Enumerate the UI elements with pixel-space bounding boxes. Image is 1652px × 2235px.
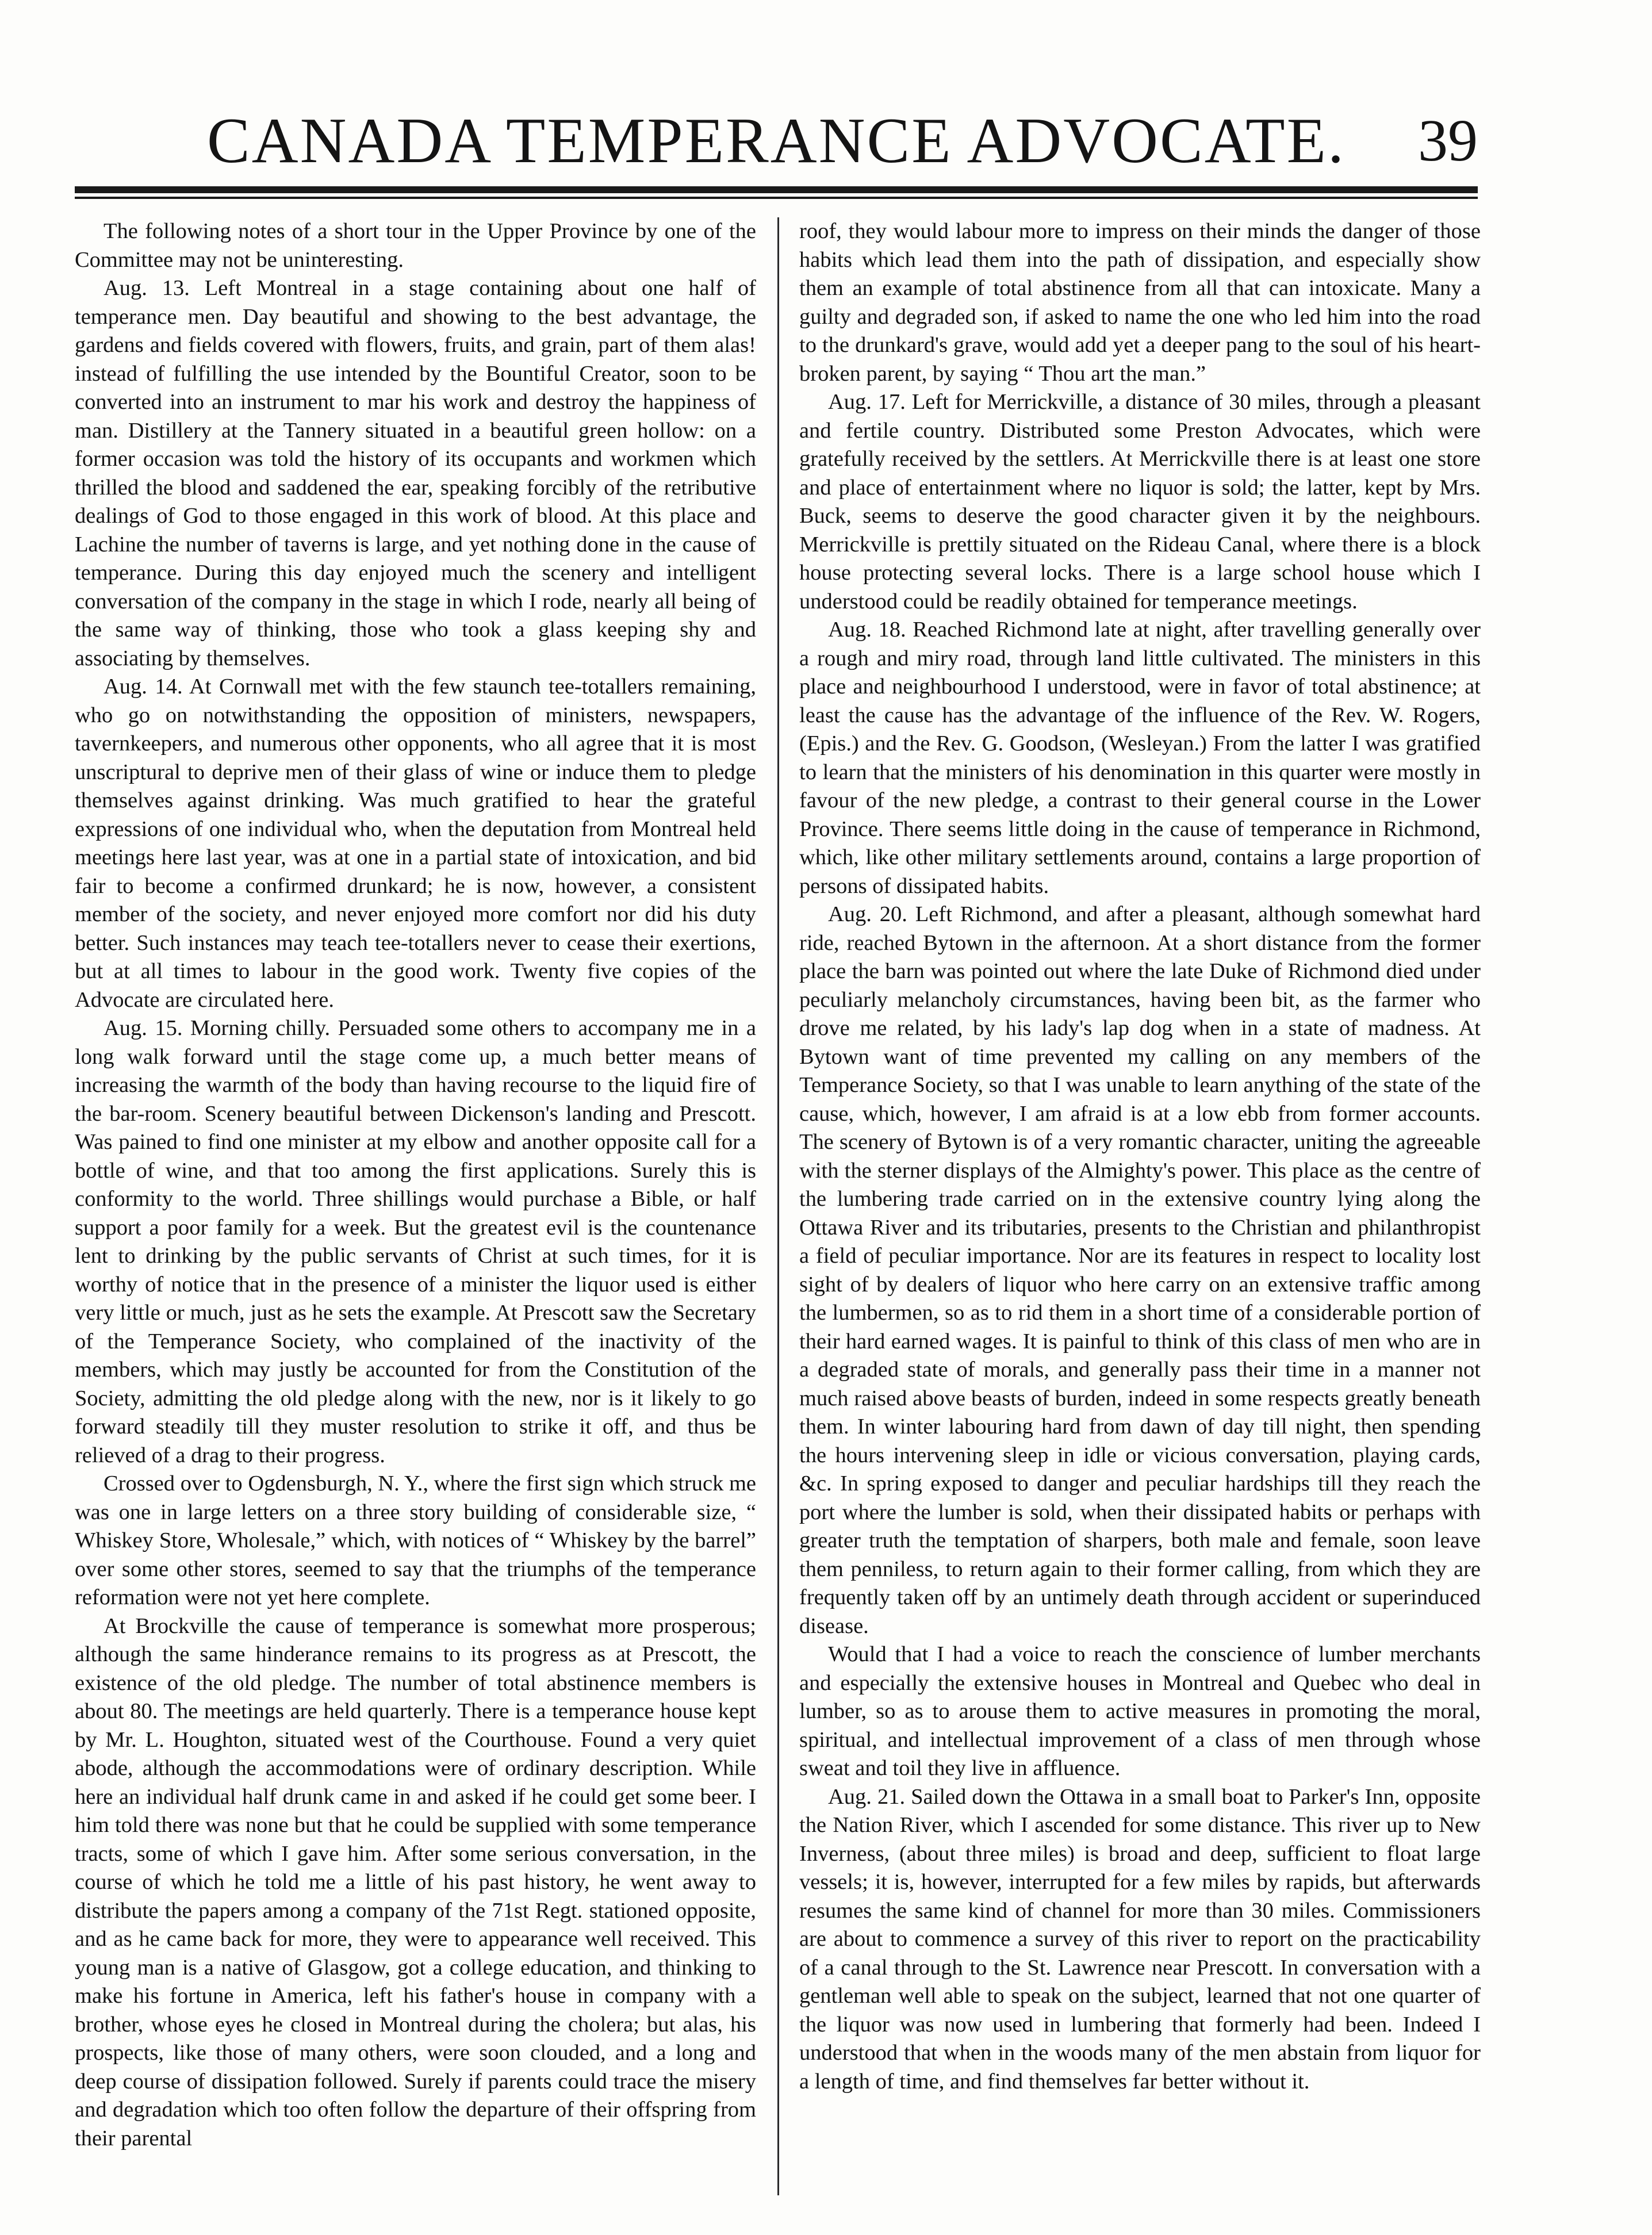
right-column (799, 217, 1481, 2195)
page-title: CANADA TEMPERANCE ADVOCATE. (207, 105, 1346, 177)
paragraph-aug-17: Aug. 17. Left for Merrickville, a distance of 30 miles, through a pleasant and fertile country. Distributed some Preston Advocates, which were gratefully received by the settlers. At Merrickville there is at least one store and place of entertainment where no liquor is sold; the latter, kept by Mrs. Buck, seems to deserve the good character given it by the neighbours. Merrickville is prettily situated on the Rideau Canal, where there is a block house protecting several locks. There is a large school house which I understood could be readily obtained for temperance meetings. (799, 390, 1481, 614)
paragraph-aug-13: Aug. 13. Left Montreal in a stage containing about one half of temperance men. Day beautiful and showing to the best advantage, the gardens and fields covered with flowers, fruits, and grain, part of them alas! instead of fulfilling the use intended by the Bountiful Creator, soon to be converted into an instrument to mar his work and destroy the happiness of man. Distillery at the Tannery situated in a beautiful green hollow: on a former occasion was told the history of its occupants and workmen which thrilled the blood and saddened the ear, speaking forcibly of the retributive dealings of God to those engaged in this work of blood. At this place and Lachine the number of taverns is large, and yet nothing done in the cause of temperance. During this day enjoyed much the scenery and intelligent conversation of the company in the stage in which I rode, nearly all being of the same way of thinking, those who took a glass keeping shy and associating by themselves. (75, 276, 756, 670)
paragraph-aug-20: Aug. 20. Left Richmond, and after a pleasant, although somewhat hard ride, reached Bytown in the afternoon. At a short distance from the former place the barn was pointed out where the late Duke of Richmond died under peculiarly melancholy circumstances, having been bit, as the farmer who drove me related, by his lady's lap dog when in a state of madness. At Bytown want of time prevented my calling on any members of the Temperance Society, so that I was unable to learn anything of the state of the cause, which, however, I am afraid is at a low ebb from former accounts. The scenery of Bytown is of a very romantic character, uniting the agreeable with the sterner displays of the Almighty's power. This place as the centre of the lumbering trade carried on in the extensive country lying along the Ottawa River and its tributaries, presents to the Christian and philanthropist a field of peculiar importance. Nor are its features in respect to locality lost sight of by dealers of liquor who here carry on an extensive traffic among the lumbermen, so as to rid them in a short time of a considerable portion of their hard earned wages. It is painful to think of this class of men who are in a degraded state of morals, and generally pass their time in a manner not much raised above beasts of burden, indeed in some respects greatly beneath them. In winter labouring hard from dawn of day till night, then spending the hours intervening sleep in idle or vicious conversation, playing cards, &c. In spring exposed to danger and peculiar hardships till they reach the port where the lumber is sold, when their dissipated habits or perhaps with greater truth the temptation of sharpers, both male and female, soon leave them penniless, to return again to their former calling, from which they are frequently taken off by an untimely death through accident or superinduced disease. (799, 902, 1481, 1638)
column-divider (777, 217, 779, 2195)
paragraph-aug-15: Aug. 15. Morning chilly. Persuaded some others to accompany me in a long walk forward until the stage come up, a much better means of increasing the warmth of the body than having recourse to the liquid fire of the bar-room. Scenery beautiful between Dickenson's landing and Prescott. Was pained to find one minister at my elbow and another opposite call for a bottle of wine, and that too among the first applications. Surely this is conformity to the world. Three shillings would purchase a Bible, or half support a poor family for a week. But the greatest evil is the countenance lent to drinking by the public servants of Christ at such times, for it is worthy of notice that in the presence of a minister the liquor used is either very little or much, just as he sets the example. At Prescott saw the Secretary of the Temperance Society, who complained of the inactivity of the members, which may justly be accounted for from the Constitution of the Society, admitting the old pledge along with the new, nor is it likely to go forward steadily till they muster resolution to strike it off, and thus be relieved of a drag to their progress. (75, 1016, 756, 1467)
paragraph-intro: The following notes of a short tour in the Upper Province by one of the Committee may not be uninteresting. (75, 219, 756, 272)
paragraph-continued: roof, they would labour more to impress on their minds the danger of those habits which lead them into the path of dissipation, and especially show them an example of total abstinence from all that can intoxicate. Many a guilty and degraded son, if asked to name the one who led him into the road to the drunkard's grave, would add yet a deeper pang to the soul of his heart-broken parent, by saying “ Thou art the man.” (799, 219, 1481, 386)
page-number: 39 (1418, 108, 1478, 174)
paragraph-ogdensburgh: Crossed over to Ogdensburgh, N. Y., where the first sign which struck me was one in large letters on a three story building of considerable size, “ Whiskey Store, Wholesale,” which, with notices of “ Whiskey by the barrel” over some other stores, seemed to say that the triumphs of the temperance reformation were not yet here complete. (75, 1471, 756, 1609)
header-rule-thick (75, 186, 1478, 193)
header-rule-thin (75, 197, 1478, 199)
paragraph-lumber-merchants: Would that I had a voice to reach the conscience of lumber merchants and especially the extensive houses in Montreal and Quebec who deal in lumber, so as to arouse them to active measures in promoting the moral, spiritual, and intellectual improvement of a class of men through whose sweat and toil they live in affluence. (799, 1642, 1481, 1780)
paragraph-brockville: At Brockville the cause of temperance is somewhat more prosperous; although the same hinderance remains to its progress as at Prescott, the existence of the old pledge. The number of total abstinence members is about 80. The meetings are held quarterly. There is a temperance house kept by Mr. L. Houghton, situated west of the Courthouse. Found a very quiet abode, although the accommodations were of ordinary description. While here an individual half drunk came in and asked if he could get some beer. I him told there was none but that he could be supplied with some temperance tracts, some of which I gave him. After some serious conversation, in the course of which he told me a little of his past history, he went away to distribute the papers among a company of the 71st Regt. stationed opposite, and as he came back for more, they were to appearance well received. This young man is a native of Glasgow, got a college education, and thinking to make his fortune in America, left his father's house in company with a brother, whose eyes he closed in Montreal during the cholera; but alas, his prospects, like those of many others, were soon clouded, and a long and deep course of dissipation followed. Surely if parents could trace the misery and degradation which too often follow the departure of their offspring from their parental (75, 1613, 756, 2150)
paragraph-aug-14: Aug. 14. At Cornwall met with the few staunch tee-totallers remaining, who go on notwithstanding the opposition of ministers, newspapers, tavernkeepers, and numerous other opponents, who all agree that it is most unscriptural to deprive men of their glass of wine or induce them to pledge themselves against drinking. Was much gratified to hear the grateful expressions of one individual who, when the deputation from Montreal held meetings here last year, was at one in a partial state of intoxication, and bid fair to become a confirmed drunkard; he is now, however, a consistent member of the society, and never enjoyed more comfort nor did his duty better. Such instances may teach tee-totallers never to cease their exertions, but at all times to labour in the good work. Twenty five copies of the Advocate are circulated here. (75, 674, 756, 1012)
paragraph-aug-21: Aug. 21. Sailed down the Ottawa in a small boat to Parker's Inn, opposite the Nation River, which I ascended for some distance. This river up to New Inverness, (about three miles) is broad and deep, sufficient to float large vessels; it is, however, interrupted for a few miles by rapids, but afterwards resumes the same kind of channel for more than 30 miles. Commissioners are about to commence a survey of this river to report on the practicability of a canal through to the St. Lawrence near Prescott. In conversation with a gentleman well able to speak on the subject, learned that not one quarter of the liquor was now used in lumbering that formerly had been. Indeed I understood that when in the woods many of the men abstain from liquor for a length of time, and find themselves far better without it. (799, 1784, 1481, 2094)
masthead (75, 98, 1478, 184)
paragraph-aug-18: Aug. 18. Reached Richmond late at night, after travelling generally over a rough and miry road, through land little cultivated. The ministers in this place and neighbourhood I understood, were in favor of total abstinence; at least the cause has the advantage of the influence of the Rev. W. Rogers, (Epis.) and the Rev. G. Goodson, (Wesleyan.) From the latter I was gratified to learn that the ministers of his denomination in this quarter were mostly in favour of the new pledge, a contrast to their general course in the Lower Province. There seems little doing in the cause of temperance in Richmond, which, like other military settlements around, contains a large proportion of persons of dissipated habits. (799, 618, 1481, 898)
left-column (75, 217, 756, 2195)
